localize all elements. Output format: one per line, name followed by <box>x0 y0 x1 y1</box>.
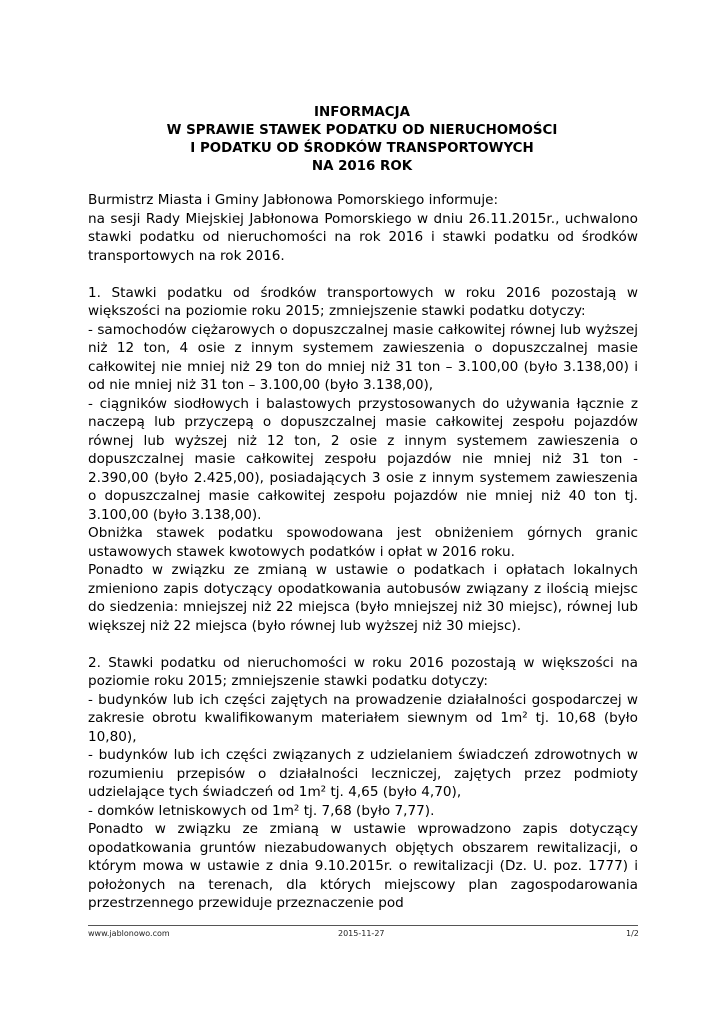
section2-heading: 2. Stawki podatku od nieruchomości w roku 2016 pozostają w większości na poziomie roku 2015; zmniejszenie stawki podatku dotyczy: <box>88 654 638 689</box>
title-line: W SPRAWIE STAWEK PODATKU OD NIERUCHOMOŚCI <box>166 123 558 138</box>
footer-divider <box>88 925 638 926</box>
section2-paragraph: Ponadto w związku ze zmianą w ustawie wprowadzono zapis dotyczący opodatkowania gruntów niezabudowanych objętych obszarem rewitalizacji, o którym mowa w ustawie z dnia 9.10.2015r. o rewitalizacji (Dz. U. poz. 1777) i położonych na terenach, dla których miejscowy plan zagospodarowania przestrzennego przewiduje przeznaczenie pod <box>88 821 638 911</box>
title-line: INFORMACJA <box>314 105 410 120</box>
list-item: - budynków lub ich części zajętych na prowadzenie działalności gospodarczej w zakresie obrotu kwalifikowanym materiałem siewnym od 1m² tj. 10,68 (było 10,80), <box>88 691 638 745</box>
list-item: - domków letniskowych od 1m² tj. 7,68 (było 7,77). <box>88 802 435 819</box>
document-body <box>88 191 638 913</box>
section1-paragraph: Ponadto w związku ze zmianą w ustawie o podatkach i opłatach lokalnych zmieniono zapis dotyczący opodatkowania autobusów związany z ilością miejsc do siedzenia: mniejszej niż 22 miejsca (było mniejszej niż 30 miejsc), równej lub większej niż 22 miejsca (było równej lub wyższej niż 30 miejsc). <box>88 562 638 634</box>
list-item: - ciągników siodłowych i balastowych przystosowanych do używania łącznie z naczepą lub przyczepą o dopuszczalnej masie całkowitej zespołu pojazdów równej lub wyższej niż 12 ton, 2 osie z innym systemem zawieszenia o dopuszczalnej masie całkowitej zespołu pojazdów nie mniej niż 31 ton - 2.390,00 (było 2.425,00), posiadających 3 osie z innym systemem zawieszenia o dopuszczalnej masie całkowitej zespołu pojazdów nie mniej niż 40 ton tj. 3.100,00 (było 3.138,00). <box>88 395 638 523</box>
intro-line: Burmistrz Miasta i Gminy Jabłonowa Pomorskiego informuje: <box>88 192 499 208</box>
footer-date: 2015-11-27 <box>338 929 385 938</box>
document-title <box>86 104 638 176</box>
list-item: - samochodów ciężarowych o dopuszczalnej masie całkowitej równej lub wyższej niż 12 ton, 4 osie z innym systemem zawieszenia o dopuszczalnej masie całkowitej nie mniej niż 29 ton do mniej niż 31 ton – 3.100,00 (było 3.138,00) i od nie mniej niż 31 ton – 3.100,00 (było 3.138,00), <box>88 321 638 393</box>
intro-paragraph: na sesji Rady Miejskiej Jabłonowa Pomorskiego w dniu 26.11.2015r., uchwalono stawki podatku od nieruchomości na rok 2016 i stawki podatku od środków transportowych na rok 2016. <box>88 210 638 264</box>
section1-paragraph: Obniżka stawek podatku spowodowana jest obniżeniem górnych granic ustawowych stawek kwotowych podatków i opłat w 2016 roku. <box>88 525 638 560</box>
footer-website: www.jablonowo.com <box>88 929 170 938</box>
title-line: I PODATKU OD ŚRODKÓW TRANSPORTOWYCH <box>190 141 534 156</box>
title-line: NA 2016 ROK <box>311 159 413 174</box>
section1-heading: 1. Stawki podatku od środków transportowych w roku 2016 pozostają w większości na poziomie roku 2015; zmniejszenie stawki podatku dotyczy: <box>88 284 638 319</box>
footer-page-number: 1/2 <box>626 929 639 938</box>
list-item: - budynków lub ich części związanych z udzielaniem świadczeń zdrowotnych w rozumieniu przepisów o działalności leczniczej, zajętych przez podmioty udzielające tych świadczeń od 1m² tj. 4,65 (było 4,70), <box>88 747 638 800</box>
